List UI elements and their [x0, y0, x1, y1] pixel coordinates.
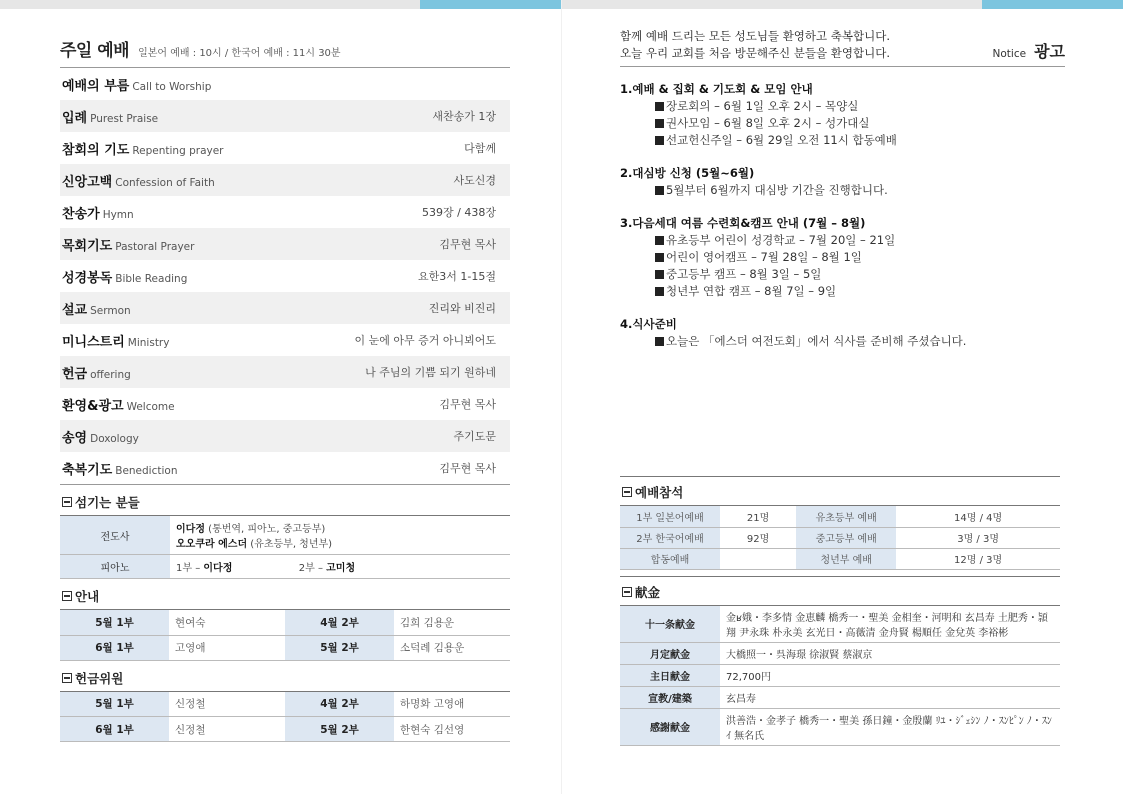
order-row	[60, 420, 510, 452]
order-item-name	[62, 203, 134, 222]
announcement-text: 어린이 영어캠프 – 7월 28일 – 8월 1일	[666, 250, 862, 264]
order-item-name	[62, 331, 169, 350]
right-page	[620, 28, 1065, 366]
attendance-section-title: 예배참석	[620, 476, 1060, 506]
servers-table	[60, 516, 510, 579]
order-item-english: Confession of Faith	[115, 176, 215, 189]
order-item-english: Doxology	[90, 432, 139, 445]
order-row	[60, 68, 510, 100]
order-item-title: 입례	[62, 110, 88, 126]
attendance-table	[620, 506, 1060, 570]
table-row: 6월 1부 고영애 5월 2부 소덕례 김용운	[60, 635, 510, 660]
order-item-title: 미니스트리	[62, 334, 125, 350]
order-item-name	[62, 75, 211, 94]
offering-type: 感謝献金	[620, 708, 720, 745]
servers-section-title: 섬기는 분들	[60, 491, 510, 516]
announcement-heading: 3.다음세대 여름 수련회&캠프 안내 (7월 – 8월)	[620, 216, 866, 230]
offerings-table	[620, 606, 1060, 746]
order-row	[60, 228, 510, 260]
order-item-english: Bible Reading	[115, 272, 188, 285]
order-item-english: Benediction	[115, 464, 178, 477]
announcements	[620, 81, 1065, 350]
order-item-english: offering	[90, 368, 131, 381]
piano-names: 1부 – 이다정 2부 – 고미청	[170, 555, 510, 579]
announcement-heading: 1.예배 & 집회 & 기도회 & 모임 안내	[620, 82, 813, 96]
order-item-value: 이 눈에 아무 증거 아니뵈어도	[354, 334, 496, 347]
table-row	[620, 548, 1060, 569]
top-bar-right	[562, 0, 1123, 9]
order-item-english: Welcome	[126, 400, 175, 413]
order-item-name	[62, 459, 177, 478]
attendance-count: 12명 / 3명	[896, 548, 1060, 569]
order-row	[60, 452, 510, 484]
offering-type: 十一条献金	[620, 606, 720, 643]
top-bar-left	[0, 0, 561, 9]
announcement-text: 청년부 연합 캠프 – 8월 7일 – 9일	[666, 284, 837, 298]
order-item-name	[62, 363, 131, 382]
order-item-title: 찬송가	[62, 206, 100, 222]
order-item-name	[62, 171, 215, 190]
order-row	[60, 356, 510, 388]
service-title: 주일 예배	[60, 41, 130, 61]
order-row	[60, 292, 510, 324]
square-bullet-icon	[655, 270, 664, 279]
order-item-title: 참회의 기도	[62, 142, 130, 158]
square-bullet-icon	[655, 236, 664, 245]
service-times: 일본어 예배 : 10시 / 한국어 예배 : 11시 30분	[138, 48, 341, 59]
order-item-title: 성경봉독	[62, 270, 113, 286]
offering-names: 洪善浩・金孝子 橋秀一・聖美 孫日鐘・金殷蘭 ﾘﾕ・ｼﾞｪｼﾝ ﾉ・ｽﾝﾋﾟﾝ ﾉ・ｽﾝｲ 無名氏	[720, 708, 1060, 745]
announcement-item	[620, 249, 1065, 266]
square-bullet-icon	[655, 253, 664, 262]
top-bar-accent-left	[420, 0, 561, 9]
order-item-value: 539장 / 438장	[422, 206, 496, 219]
square-bullet-icon	[655, 287, 664, 296]
order-row	[60, 100, 510, 132]
attendance-offerings	[620, 476, 1060, 746]
order-item-title: 신앙고백	[62, 174, 113, 190]
order-item-title: 예배의 부름	[62, 78, 130, 94]
order-item-title: 송영	[62, 430, 88, 446]
leader-label: 전도사	[60, 516, 170, 555]
order-item-name	[62, 299, 131, 318]
left-page	[60, 36, 510, 742]
order-divider	[60, 484, 510, 485]
announcement-item	[620, 333, 1065, 350]
table-row	[60, 555, 510, 579]
order-row	[60, 164, 510, 196]
offering-names: 金ʁ娥・李多情 金恵麟 橋秀一・聖美 金相奎・河明和 玄昌寿 土肥秀・頴翔 尹永珠 朴永美 玄光日・高薇清 金舟賢 楊順任 金兌英 李裕彬	[720, 606, 1060, 643]
offering-type: 主日献金	[620, 664, 720, 686]
table-row	[620, 642, 1060, 664]
attendance-label: 2부 한국어예배	[620, 527, 720, 548]
attendance-label: 청년부 예배	[796, 548, 896, 569]
page-fold	[561, 0, 562, 794]
table-row: 6월 1부 신정철 5월 2부 한현숙 김선영	[60, 717, 510, 742]
order-item-name	[62, 267, 187, 286]
offering-committee-title: 헌금위원	[60, 667, 510, 692]
table-row	[620, 527, 1060, 548]
order-item-value: 새찬송가 1장	[432, 110, 496, 123]
guide-section-title: 안내	[60, 585, 510, 610]
welcome-line-1: 함께 예배 드리는 모든 성도님들 환영하고 축복합니다.	[620, 29, 890, 43]
leader-names: 이다정 (통번역, 피아노, 중고등부) 오오쿠라 에스더 (유초등부, 청년부)	[170, 516, 510, 555]
attendance-label: 중고등부 예배	[796, 527, 896, 548]
top-bar-accent-right	[982, 0, 1123, 9]
attendance-count	[720, 548, 796, 569]
box-bullet-icon	[622, 487, 632, 497]
order-item-title: 헌금	[62, 366, 88, 382]
order-item-value: 사도신경	[453, 174, 496, 187]
announcement-text: 장로회의 – 6월 1일 오후 2시 – 목양실	[666, 99, 859, 113]
announcement-block	[620, 316, 1065, 350]
attendance-count: 21명	[720, 506, 796, 527]
attendance-label: 합동예배	[620, 548, 720, 569]
notice-heading: Notice 광고	[992, 42, 1065, 61]
box-bullet-icon	[622, 587, 632, 597]
square-bullet-icon	[655, 102, 664, 111]
square-bullet-icon	[655, 119, 664, 128]
piano-label: 피아노	[60, 555, 170, 579]
announcement-heading: 4.식사준비	[620, 317, 677, 331]
order-item-english: Pastoral Prayer	[115, 240, 195, 253]
order-item-name	[62, 107, 158, 126]
announcement-text: 유초등부 어린이 성경학교 – 7월 20일 – 21일	[666, 233, 896, 247]
order-item-title: 환영&광고	[62, 398, 124, 414]
table-row	[620, 606, 1060, 643]
table-row	[620, 506, 1060, 527]
announcement-block	[620, 165, 1065, 199]
offering-names: 72,700円	[720, 664, 1060, 686]
offering-names: 大橋照一・呉海璟 徐淑賢 蔡淑京	[720, 642, 1060, 664]
service-header	[60, 36, 510, 68]
box-bullet-icon	[62, 673, 72, 683]
order-item-name	[62, 427, 139, 446]
attendance-count: 14명 / 4명	[896, 506, 1060, 527]
box-bullet-icon	[62, 497, 72, 507]
table-row	[620, 686, 1060, 708]
attendance-count: 92명	[720, 527, 796, 548]
order-row	[60, 388, 510, 420]
announcement-text: 선교헌신주일 – 6월 29일 오전 11시 합동예배	[666, 133, 897, 147]
announcement-item	[620, 182, 1065, 199]
square-bullet-icon	[655, 186, 664, 195]
welcome-line-2: 오늘 우리 교회를 처음 방문해주신 분들을 환영합니다.	[620, 46, 890, 60]
announcement-text: 권사모임 – 6월 8일 오후 2시 – 성가대실	[666, 116, 870, 130]
offerings-section-title: 献金	[620, 576, 1060, 606]
announcement-text: 5월부터 6월까지 대심방 기간을 진행합니다.	[666, 183, 888, 197]
order-row	[60, 324, 510, 356]
table-row	[620, 708, 1060, 745]
order-item-value: 김무현 목사	[439, 238, 496, 251]
square-bullet-icon	[655, 136, 664, 145]
order-of-worship	[60, 68, 510, 484]
order-item-value: 다함께	[464, 142, 496, 155]
attendance-label: 유초등부 예배	[796, 506, 896, 527]
order-item-name	[62, 139, 224, 158]
order-item-value: 요한3서 1-15절	[418, 270, 496, 283]
order-item-title: 목회기도	[62, 238, 113, 254]
square-bullet-icon	[655, 337, 664, 346]
table-row: 5월 1부 신정철 4월 2부 하명화 고영애	[60, 692, 510, 717]
offering-names: 玄昌寿	[720, 686, 1060, 708]
announcement-block	[620, 215, 1065, 300]
order-item-english: Purest Praise	[90, 112, 159, 125]
order-item-english: Repenting prayer	[132, 144, 224, 157]
order-row	[60, 196, 510, 228]
order-row	[60, 260, 510, 292]
order-item-english: Sermon	[90, 304, 131, 317]
announcement-text: 중고등부 캠프 – 8월 3일 – 5일	[666, 267, 822, 281]
order-item-english: Call to Worship	[132, 80, 212, 93]
order-item-english: Ministry	[127, 336, 170, 349]
order-item-value: 김무현 목사	[439, 398, 496, 411]
announcement-item	[620, 132, 1065, 149]
order-item-title: 설교	[62, 302, 88, 318]
table-row	[620, 664, 1060, 686]
order-item-english: Hymn	[102, 208, 134, 221]
box-bullet-icon	[62, 591, 72, 601]
attendance-count: 3명 / 3명	[896, 527, 1060, 548]
announcement-item	[620, 98, 1065, 115]
offering-type: 宣教/建築	[620, 686, 720, 708]
announcement-item	[620, 115, 1065, 132]
announcement-block	[620, 81, 1065, 149]
announcement-item	[620, 266, 1065, 283]
announcement-heading: 2.대심방 신청 (5월~6월)	[620, 166, 755, 180]
announcement-text: 오늘은 「에스더 여전도회」에서 식사를 준비해 주셨습니다.	[666, 334, 967, 348]
guide-table	[60, 610, 510, 661]
order-item-value: 주기도문	[453, 430, 496, 443]
announcement-item	[620, 283, 1065, 300]
table-row	[60, 516, 510, 555]
order-item-value: 나 주님의 기쁨 되기 원하네	[365, 366, 496, 379]
order-item-name	[62, 395, 175, 414]
offering-committee-table	[60, 692, 510, 743]
order-item-value: 김무현 목사	[439, 462, 496, 475]
order-item-name	[62, 235, 194, 254]
order-row	[60, 132, 510, 164]
table-row: 5월 1부 현여숙 4월 2부 김희 김용운	[60, 610, 510, 635]
offering-type: 月定献金	[620, 642, 720, 664]
welcome-header	[620, 28, 1065, 67]
order-item-title: 축복기도	[62, 462, 113, 478]
order-item-value: 진리와 비진리	[428, 302, 496, 315]
announcement-item	[620, 232, 1065, 249]
attendance-label: 1부 일본어예배	[620, 506, 720, 527]
